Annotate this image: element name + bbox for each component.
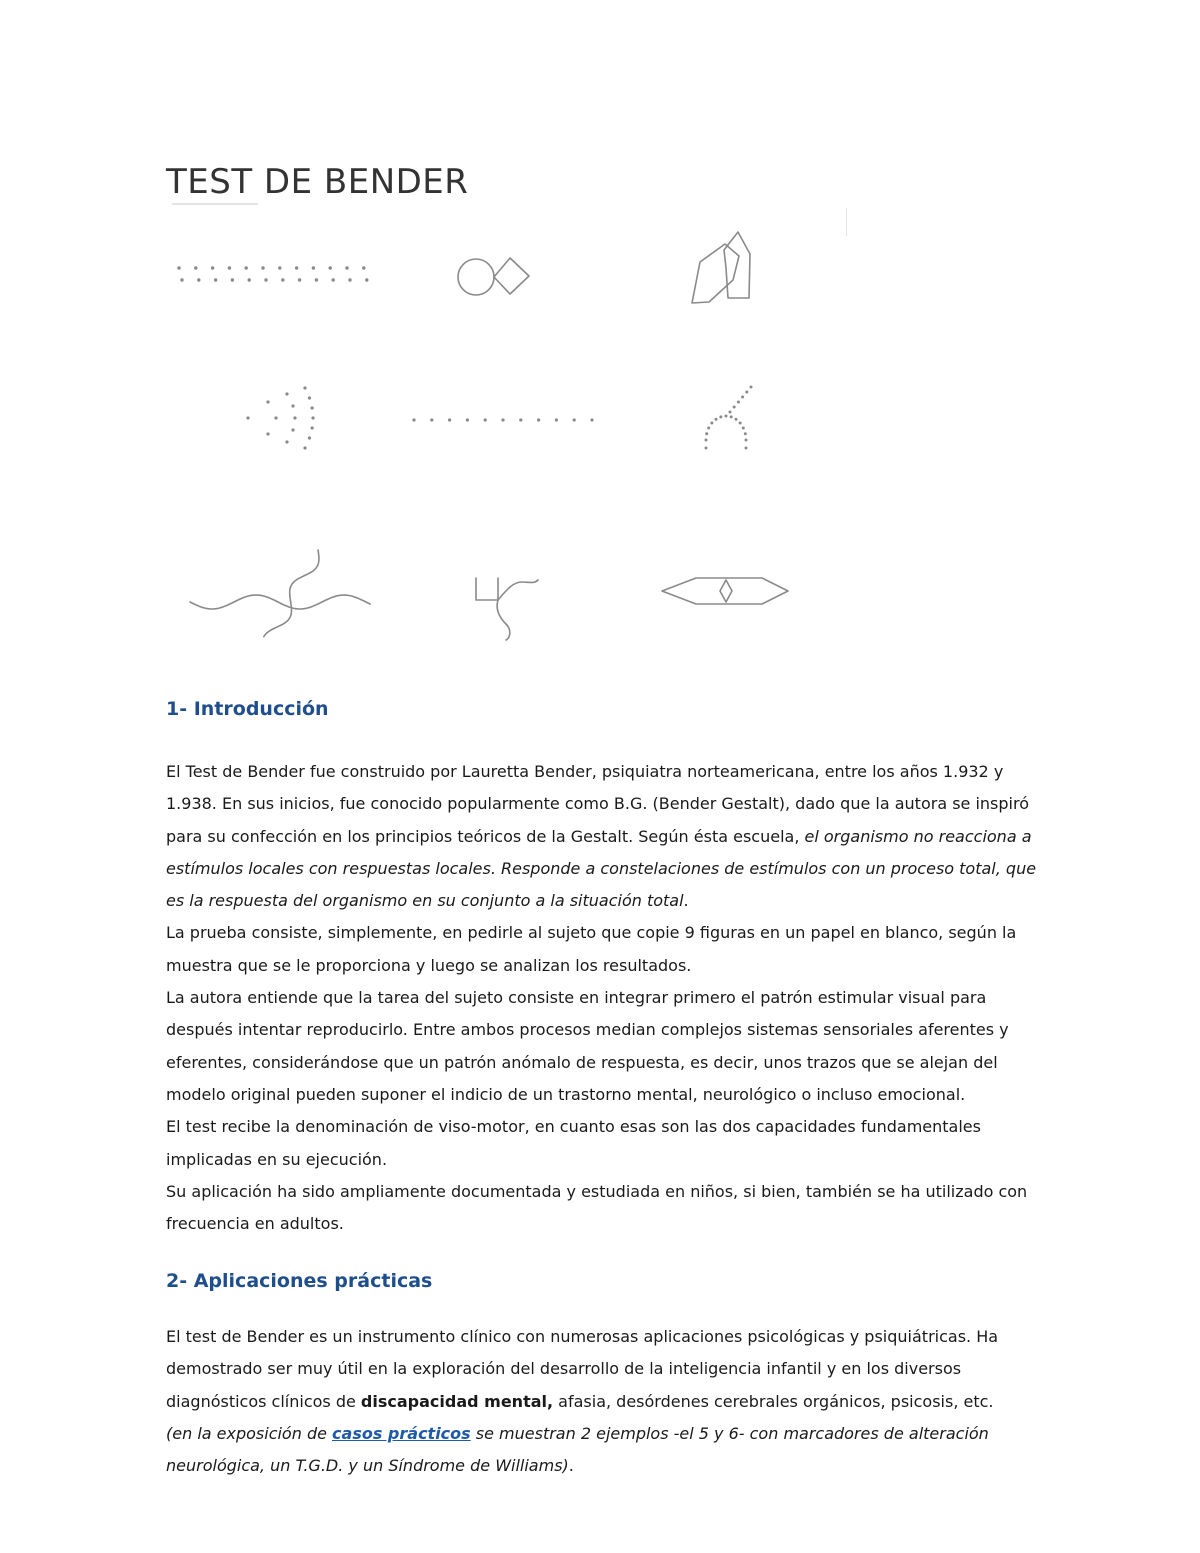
figure-dot bbox=[745, 447, 748, 450]
figure-dot bbox=[501, 418, 504, 421]
section-body-aplicaciones bbox=[166, 1321, 1046, 1482]
figure-dot bbox=[264, 278, 267, 281]
figure-dot bbox=[281, 278, 284, 281]
bender-figure-3-dot-arcs-icon bbox=[246, 386, 314, 449]
figure-dot bbox=[311, 426, 314, 429]
figure-dot bbox=[448, 418, 451, 421]
figure-dot bbox=[412, 418, 415, 421]
paragraph-italic bbox=[166, 1418, 1046, 1483]
figure-dot bbox=[303, 386, 306, 389]
figure-dot bbox=[733, 406, 736, 409]
figure-dot bbox=[729, 411, 732, 414]
casos-period: . bbox=[568, 1456, 574, 1476]
figure-dot bbox=[246, 416, 249, 419]
figure-dot bbox=[744, 432, 747, 435]
intro-text: El Test de Bender fue construido por Lauretta Bender, psiquiatra norteamericana, entre los años 1.932 y 1.938. En sus inicios, fue conocido popularmente como B.G. (Bender Gestalt), dado que la autora se inspiró para su confección en los principios teóricos de la Gestalt. Según ésta escuela, bbox=[166, 762, 1030, 846]
figure-dot bbox=[484, 418, 487, 421]
intro-italic-quote: el organismo no reacciona a estímulos locales con respuestas locales. Responde a constelaciones de estímulos con un proceso total, que es la respuesta del organismo en su conjunto a la situación total bbox=[166, 826, 1037, 911]
bender-figure-1-circle-diamond-icon bbox=[458, 258, 529, 295]
figure-dot bbox=[345, 266, 348, 269]
figure-dot bbox=[332, 278, 335, 281]
figure-dot bbox=[710, 422, 713, 425]
figure-dot bbox=[430, 418, 433, 421]
figure-dot bbox=[295, 266, 298, 269]
figure-dot bbox=[211, 266, 214, 269]
figure-dot bbox=[308, 396, 311, 399]
figure-dot bbox=[705, 439, 708, 442]
figure-dot bbox=[311, 406, 314, 409]
figure-dot bbox=[266, 432, 269, 435]
casos-text: (en la exposición de bbox=[166, 1423, 333, 1443]
figure-dot bbox=[308, 436, 311, 439]
intro-paragraph bbox=[166, 756, 1046, 917]
bender-figure-a-dots-row-icon bbox=[177, 266, 368, 281]
figure-dot bbox=[737, 401, 740, 404]
figure-dot bbox=[298, 278, 301, 281]
figure-dot bbox=[245, 266, 248, 269]
figure-dot bbox=[311, 416, 314, 419]
figure-dot bbox=[745, 391, 748, 394]
figure-dot bbox=[274, 416, 277, 419]
figure-dot bbox=[715, 418, 718, 421]
figure-dot bbox=[261, 266, 264, 269]
paragraph: Su aplicación ha sido ampliamente documentada y estudiada en niños, si bien, también se ha utilizado con frecuencia en adultos. bbox=[166, 1181, 1028, 1234]
figure-dot bbox=[537, 418, 540, 421]
section-body-introduccion bbox=[166, 756, 1046, 1240]
figure-dot bbox=[266, 400, 269, 403]
bender-figure-6-crossed-waves-icon bbox=[190, 550, 370, 637]
figure-dot bbox=[312, 266, 315, 269]
figure-dot bbox=[197, 278, 200, 281]
figure-dot bbox=[745, 439, 748, 442]
figure-dot bbox=[741, 396, 744, 399]
figure-dot bbox=[573, 418, 576, 421]
paragraph bbox=[166, 1321, 1046, 1418]
figure-dot bbox=[739, 422, 742, 425]
bender-figures-panel bbox=[0, 0, 1200, 680]
figure-dot bbox=[519, 418, 522, 421]
figure-dot bbox=[719, 415, 722, 418]
figure-dot bbox=[329, 266, 332, 269]
figure-dot bbox=[180, 278, 183, 281]
figure-dot bbox=[707, 427, 710, 430]
figure-dot bbox=[742, 427, 745, 430]
aplicaciones-text: El test de Bender es un instrumento clínico con numerosas aplicaciones psicológicas y psiquiátricas. Ha demostrado ser muy útil en la exploración del desarrollo de la inteligencia infantil y en los diversos diagnósticos clínicos de bbox=[166, 1327, 999, 1411]
figure-dot bbox=[730, 415, 733, 418]
casos-text-end: se muestran 2 ejemplos -el 5 y 6- con marcadores de alteración neurológica, un T.G.D. y un Síndrome de Williams) bbox=[166, 1423, 989, 1476]
figure-dot bbox=[705, 447, 708, 450]
figure-dot bbox=[248, 278, 251, 281]
figure-dot bbox=[194, 266, 197, 269]
paragraph: La prueba consiste, simplemente, en pedirle al sujeto que copie 9 figuras en un papel en blanco, según la muestra que se le proporciona y luego se analizan los resultados. bbox=[166, 923, 1017, 975]
figure-dot bbox=[293, 416, 296, 419]
paragraph: La autora entiende que la tarea del sujeto consiste en integrar primero el patrón estimular visual para después intentar reproducirlo. Entre ambos procesos median complejos sistemas sensoriales aferentes y eferentes, considerándose que un patrón anómalo de respuesta, es decir, unos trazos que se alejan del modelo original pueden suponer el indicio de un trastorno mental, neurológico o incluso emocional. bbox=[166, 988, 1009, 1104]
paragraph: El test recibe la denominación de viso-motor, en cuanto esas son las dos capacidades fundamentales implicadas en su ejecución. bbox=[166, 1117, 981, 1169]
figure-dot bbox=[231, 278, 234, 281]
figure-dot bbox=[705, 432, 708, 435]
figure-dot bbox=[278, 266, 281, 269]
bold-term: discapacidad mental, bbox=[360, 1391, 554, 1411]
bender-figure-4-dotted-line-icon bbox=[412, 418, 593, 421]
figure-dot bbox=[291, 428, 294, 431]
bender-figure-8-elongated-hexagon-icon bbox=[662, 578, 788, 604]
figure-dot bbox=[725, 415, 728, 418]
section-heading-introduccion: 1- Introducción bbox=[166, 698, 329, 720]
bender-figure-5-dotted-arch-icon bbox=[705, 386, 753, 450]
figure-dot bbox=[735, 418, 738, 421]
casos-practicos-link[interactable]: casos prácticos bbox=[332, 1423, 471, 1443]
figure-dot bbox=[177, 266, 180, 269]
figure-dot bbox=[228, 266, 231, 269]
figure-dot bbox=[285, 392, 288, 395]
aplicaciones-text-end: afasia, desórdenes cerebrales orgánicos, psicosis, etc. bbox=[553, 1391, 994, 1411]
figure-dot bbox=[303, 446, 306, 449]
figure-dot bbox=[555, 418, 558, 421]
figure-dot bbox=[348, 278, 351, 281]
figure-dot bbox=[590, 418, 593, 421]
section-heading-aplicaciones: 2- Aplicaciones prácticas bbox=[166, 1270, 433, 1292]
bender-figure-2-hexagons-icon bbox=[692, 232, 750, 303]
figure-dot bbox=[365, 278, 368, 281]
figure-dot bbox=[285, 440, 288, 443]
figure-dot bbox=[750, 386, 753, 389]
figure-dot bbox=[214, 278, 217, 281]
figure-dot bbox=[362, 266, 365, 269]
figure-dot bbox=[291, 404, 294, 407]
figure-dot bbox=[315, 278, 318, 281]
figure-dot bbox=[466, 418, 469, 421]
document-title: TEST DE BENDER bbox=[166, 162, 469, 202]
bender-figure-7-square-curve-icon bbox=[476, 578, 538, 640]
intro-end: . bbox=[683, 891, 689, 911]
